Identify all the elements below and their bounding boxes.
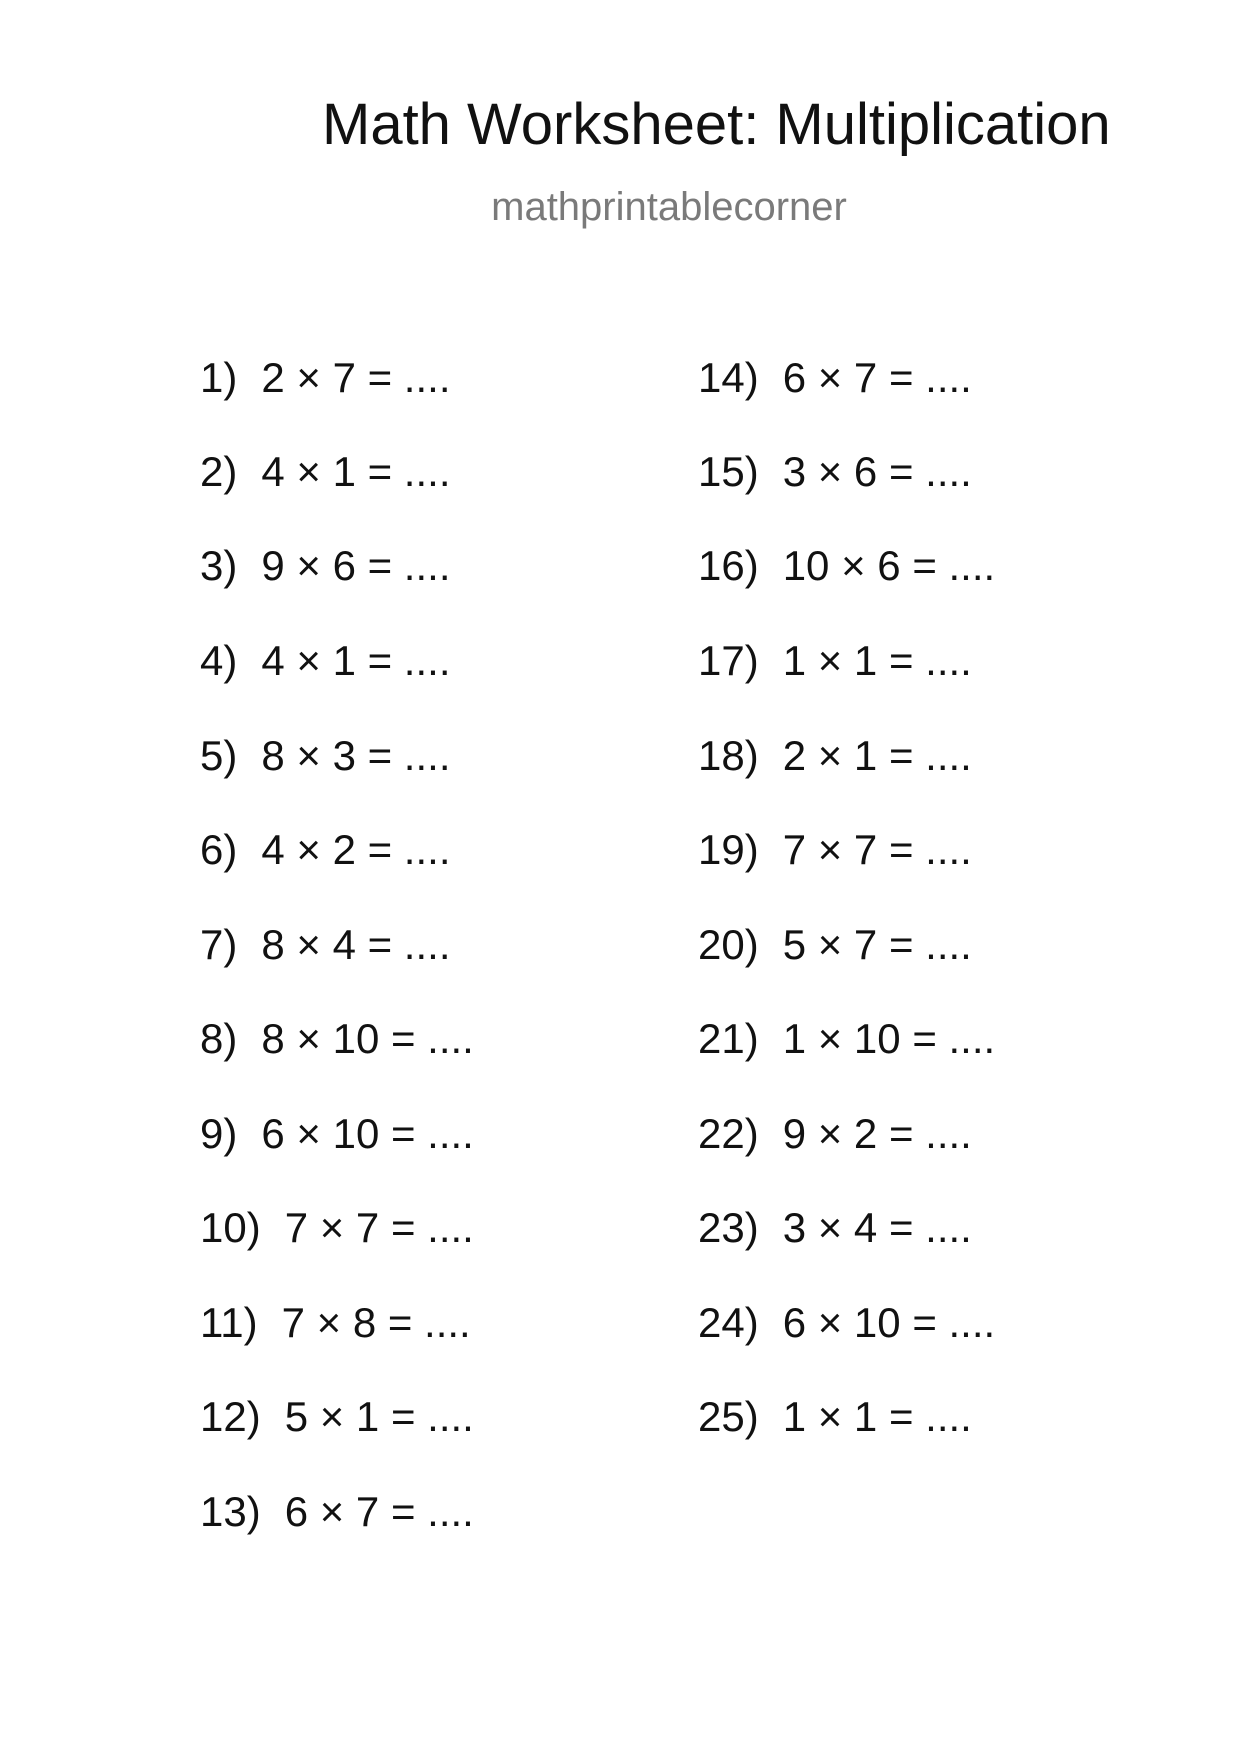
problem-12 xyxy=(200,1393,474,1440)
problem-number: 4) xyxy=(200,637,238,684)
problem-6 xyxy=(200,826,451,873)
problem-expression: 5 × 7 = .... xyxy=(782,921,972,968)
problem-11 xyxy=(200,1299,471,1346)
problem-expression: 10 × 6 = .... xyxy=(782,542,996,589)
problem-number: 12) xyxy=(200,1393,261,1440)
problem-expression: 4 × 1 = .... xyxy=(261,637,451,684)
problem-expression: 9 × 2 = .... xyxy=(782,1110,972,1157)
problem-number: 6) xyxy=(200,826,238,873)
problem-2 xyxy=(200,448,451,495)
problem-number: 9) xyxy=(200,1110,238,1157)
problem-expression: 1 × 10 = .... xyxy=(782,1015,996,1062)
problem-23 xyxy=(698,1204,972,1251)
problem-22 xyxy=(698,1110,972,1157)
problem-number: 25) xyxy=(698,1393,759,1440)
problem-expression: 7 × 7 = .... xyxy=(782,826,972,873)
problem-expression: 4 × 2 = .... xyxy=(261,826,451,873)
problem-expression: 5 × 1 = .... xyxy=(284,1393,474,1440)
problem-expression: 7 × 8 = .... xyxy=(281,1299,471,1346)
problem-number: 24) xyxy=(698,1299,759,1346)
problem-8 xyxy=(200,1015,474,1062)
problem-expression: 3 × 4 = .... xyxy=(782,1204,972,1251)
problem-number: 2) xyxy=(200,448,238,495)
problem-17 xyxy=(698,637,972,684)
problem-21 xyxy=(698,1015,996,1062)
problem-20 xyxy=(698,921,972,968)
worksheet-title: Math Worksheet: Multiplication xyxy=(322,92,1111,157)
problem-3 xyxy=(200,542,451,589)
problem-expression: 7 × 7 = .... xyxy=(284,1204,474,1251)
problem-expression: 8 × 3 = .... xyxy=(261,732,451,779)
problem-number: 3) xyxy=(200,542,238,589)
problem-number: 20) xyxy=(698,921,759,968)
problem-number: 16) xyxy=(698,542,759,589)
problem-number: 7) xyxy=(200,921,238,968)
problem-number: 11) xyxy=(200,1299,258,1346)
problem-expression: 2 × 7 = .... xyxy=(261,354,451,401)
problem-number: 22) xyxy=(698,1110,759,1157)
problem-expression: 6 × 7 = .... xyxy=(284,1488,474,1535)
problem-expression: 8 × 4 = .... xyxy=(261,921,451,968)
problem-number: 5) xyxy=(200,732,238,779)
problem-9 xyxy=(200,1110,474,1157)
problem-expression: 3 × 6 = .... xyxy=(782,448,972,495)
problem-number: 23) xyxy=(698,1204,759,1251)
problem-18 xyxy=(698,732,972,779)
problem-15 xyxy=(698,448,972,495)
problem-10 xyxy=(200,1204,474,1251)
problem-number: 15) xyxy=(698,448,759,495)
problem-expression: 1 × 1 = .... xyxy=(782,1393,972,1440)
problem-25 xyxy=(698,1393,972,1440)
problem-16 xyxy=(698,542,996,589)
problem-number: 21) xyxy=(698,1015,759,1062)
problem-number: 13) xyxy=(200,1488,261,1535)
problem-expression: 6 × 10 = .... xyxy=(782,1299,996,1346)
problem-number: 19) xyxy=(698,826,759,873)
problem-number: 17) xyxy=(698,637,759,684)
problem-expression: 6 × 7 = .... xyxy=(782,354,972,401)
problem-number: 18) xyxy=(698,732,759,779)
problem-expression: 6 × 10 = .... xyxy=(261,1110,474,1157)
problem-7 xyxy=(200,921,451,968)
problem-expression: 2 × 1 = .... xyxy=(782,732,972,779)
problem-expression: 8 × 10 = .... xyxy=(261,1015,474,1062)
problem-number: 14) xyxy=(698,354,759,401)
problem-1 xyxy=(200,354,451,401)
problem-number: 8) xyxy=(200,1015,238,1062)
problem-expression: 1 × 1 = .... xyxy=(782,637,972,684)
problem-expression: 9 × 6 = .... xyxy=(261,542,451,589)
problem-5 xyxy=(200,732,451,779)
problem-19 xyxy=(698,826,972,873)
problem-4 xyxy=(200,637,451,684)
problem-13 xyxy=(200,1488,474,1535)
problem-number: 10) xyxy=(200,1204,261,1251)
problem-24 xyxy=(698,1299,996,1346)
problem-number: 1) xyxy=(200,354,238,401)
problem-expression: 4 × 1 = .... xyxy=(261,448,451,495)
worksheet-source: mathprintablecorner xyxy=(491,185,847,229)
problem-14 xyxy=(698,354,972,401)
